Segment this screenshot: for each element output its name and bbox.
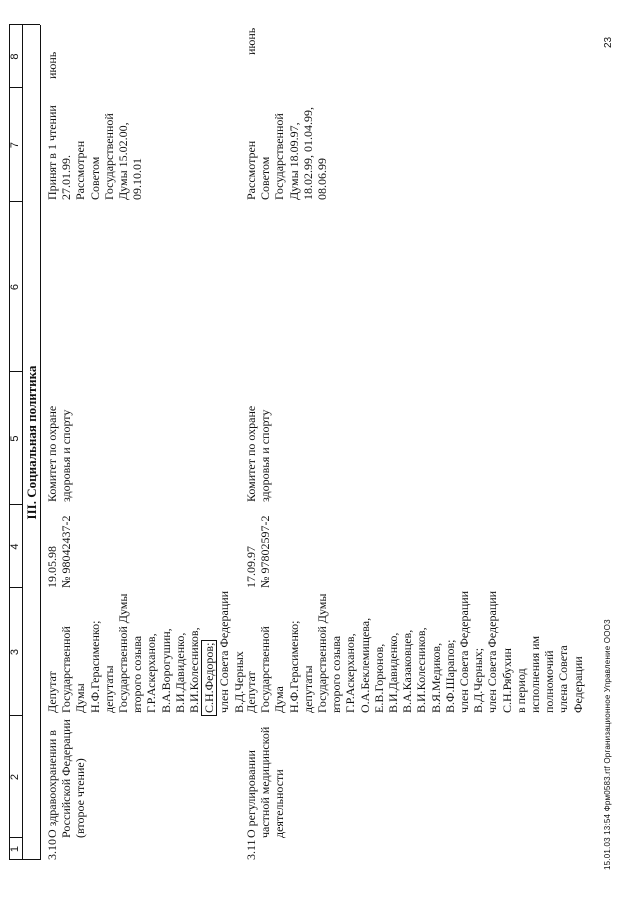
bill-title: О регулировании частной медицинской деятельности xyxy=(244,726,287,838)
column-number: 6 xyxy=(9,283,21,291)
row-number: 3.11 xyxy=(244,839,258,860)
boxed-author-name: С.Н.Федоров; xyxy=(201,640,217,716)
bill-status: Принят в 1 чтении 27.01.99. Рассмотрен Советом Государственной Думы 15.02.00, 09.10.01 xyxy=(45,105,145,200)
responsible-committee: Комитет по охране здоровья и спорту xyxy=(244,405,273,502)
planned-month: июнь xyxy=(244,27,258,55)
bill-title: О здравоохранении в Российской Федерации (второе чтение) xyxy=(45,719,88,838)
responsible-committee: Комитет по охране здоровья и спорту xyxy=(45,405,74,502)
authors-text: Депутат Государственной Думы Н.Ф.Герасименко; депутаты Государственной Думы второго созыва Г.Р.Аскерханов, В.А.Ворогушин, В.И.Давиденко, В.И.Колесников, xyxy=(45,593,202,713)
authors-text: член Совета Федерации В.Д.Черных xyxy=(217,590,246,713)
bill-authors: Депутат Государственной Дума Н.Ф.Герасименко; депутаты Государственной Думы второго созыва Г.Р.Аскерханов, О.А.Беклемищева, Е.В.Горюнов, В.И.Давиденко, В.А.Казаковцев, В.И.Колесников, В.Я.Медиков, В.Ф.Шарапов; член Совета Федерации В.Д.Черных; член Совета Федерации С.Н.Рябухин в период исполнения им полномочий члена Совета Федерации xyxy=(244,590,585,713)
document-footer: 15.01.03 13:54 Фрм0583.rtf Организационное Управление ООО3 xyxy=(603,619,612,870)
section-row-border xyxy=(40,25,41,860)
bill-status: Рассмотрен Советом Государственной Думы 18.09.97, 18.02.99, 01.04.99, 08.06.99 xyxy=(244,107,330,200)
column-number: 4 xyxy=(9,543,21,550)
column-number: 3 xyxy=(9,648,21,656)
registration-info: 19.05.98 № 98042437-2 xyxy=(45,515,74,588)
page-number: 23 xyxy=(603,36,614,48)
column-number: 7 xyxy=(9,141,21,149)
registration-info: 17.09.97 № 97802597-2 xyxy=(244,515,273,588)
column-number: 5 xyxy=(9,435,21,442)
column-number: 8 xyxy=(9,53,21,60)
section-title: III. Социальная политика xyxy=(24,365,39,520)
bill-authors xyxy=(45,583,246,713)
row-number: 3.10 xyxy=(45,839,59,860)
column-number: 2 xyxy=(9,773,21,781)
column-number: 1 xyxy=(9,845,21,853)
planned-month: июнь xyxy=(45,51,59,79)
